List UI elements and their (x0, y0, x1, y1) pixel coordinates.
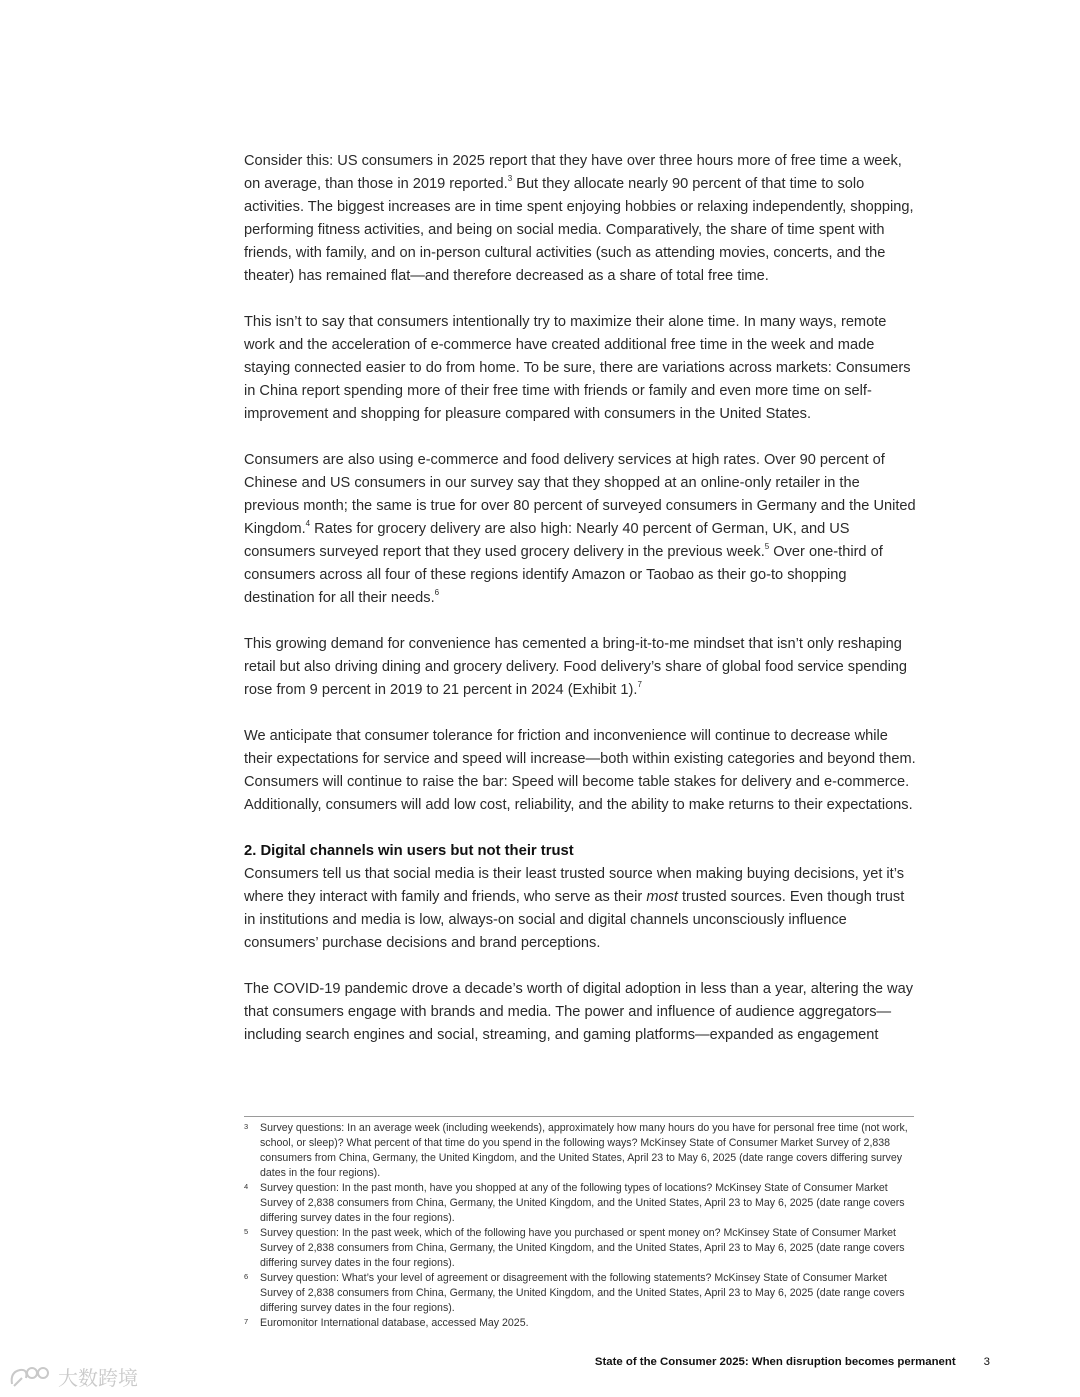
footnote-item (244, 1316, 914, 1331)
watermark (8, 1362, 138, 1391)
footnote-ref-5[interactable]: 5 (764, 542, 770, 552)
footnote-number: 6 (244, 1272, 249, 1281)
watermark-logo-icon (8, 1364, 52, 1390)
paragraph-ecommerce: Consumers are also using e-commerce and food delivery services at high rates. Over 90 percent of Chinese and US consumers in our survey say that they shopped at an online-only retailer in the previous month; the same is true for over 80 percent of surveyed consumers in Germany and the United Kingdom.$^4$ Rates for grocery delivery are also high: Nearly 40 percent of German, UK, and US consumers surveyed report that they used grocery delivery in the previous week.$^5$ Over one-third of consumers across all four of these regions identify Amazon or Taobao as their go-to shopping destination for all their needs.$^6$ (244, 452, 916, 606)
section-heading: 2. Digital channels win users but not their trust (244, 843, 574, 859)
footnote-text: Survey question: In the past week, which of the following have you purchased or spent money on? McKinsey State of Consumer Market Survey of 2,838 consumers from China, Germany, the United Kingdom, and the United States, April 23 to May 6, 2025 (date range covers differing survey dates in the four regions). (260, 1227, 905, 1269)
page-footer (595, 1356, 990, 1368)
paragraph-social-trust: Consumers tell us that social media is their least trusted source when making buying decisions, yet it’s where they interact with family and friends, who serve as their most trusted sources. Even though trust in institutions and media is low, always-on social and digital channels unconsciously influence consumers’ purchase decisions and brand perceptions. (244, 866, 905, 951)
footnote-ref-4[interactable]: 4 (305, 519, 311, 529)
page-number: 3 (983, 1356, 990, 1368)
paragraph-covid-digital: The COVID-19 pandemic drove a decade’s worth of digital adoption in less than a year, altering the way that consumers engage with brands and media. The power and influence of audience aggregators—including search engines and social, streaming, and gaming platforms—expanded as engagement (244, 981, 913, 1043)
footnote-number: 5 (244, 1227, 249, 1236)
footnote-number: 7 (244, 1317, 249, 1326)
footnote-item (244, 1226, 914, 1271)
footnote-item (244, 1181, 914, 1226)
footnote-ref-3[interactable]: 3 (507, 174, 513, 184)
footnote-ref-6[interactable]: 6 (434, 588, 440, 598)
paragraph-free-time: Consider this: US consumers in 2025 report that they have over three hours more of free time a week, on average, than those in 2019 reported.$^3$ But they allocate nearly 90 percent of that time to solo activities. The biggest increases are in time spent enjoying hobbies or relaxing independently, shopping, performing fitness activities, and being on social media. Comparatively, the share of time spent with friends, with family, and on in-person cultural activities (such as attending movies, concerts, and the theater) has remained flat—and therefore decreased as a share of total free time. (244, 153, 914, 284)
paragraph-alone-time: This isn’t to say that consumers intentionally try to maximize their alone time. In many ways, remote work and the acceleration of e-commerce have created additional free time in the week and made staying connected easier to do from home. To be sure, there are variations across markets: Consumers in China report spending more of their free time with friends or family and even more time on self-improvement and shopping for pleasure compared with consumers in the United States. (244, 314, 911, 422)
article-body (244, 150, 916, 1070)
paragraph-convenience: This growing demand for convenience has cemented a bring-it-to-me mindset that isn’t only reshaping retail but also driving dining and grocery delivery. Food delivery’s share of global food service spending rose from 9 percent in 2019 to 21 percent in 2024 (Exhibit 1).$^7$ (244, 636, 908, 698)
footnote-item (244, 1121, 914, 1181)
footnote-text: Survey questions: In an average week (including weekends), approximately how many hours do you have for personal free time (not work, school, or sleep)? What percent of that time do you spend in the following ways? McKinsey State of Consumer Market Survey of 2,838 consumers from China, Germany, the United Kingdom, and the United States, April 23 to May 6, 2025 (date range covers differing survey dates in the four regions). (260, 1122, 908, 1179)
paragraph-friction: We anticipate that consumer tolerance for friction and inconvenience will continue to decrease while their expectations for service and speed will increase—both within existing categories and beyond them. Consumers will continue to raise the bar: Speed will become table stakes for delivery and e-commerce. Additionally, consumers will add low cost, reliability, and the ability to make returns to their expectations. (244, 728, 916, 813)
footnote-number: 4 (244, 1182, 249, 1191)
footnote-text: Survey question: In the past month, have you shopped at any of the following types of locations? McKinsey State of Consumer Market Survey of 2,838 consumers from China, Germany, the United Kingdom, and the United States, April 23 to May 6, 2025 (date range covers differing survey dates in the four regions). (260, 1182, 905, 1224)
footnote-text: Survey question: What’s your level of agreement or disagreement with the following statements? McKinsey State of Consumer Market Survey of 2,838 consumers from China, Germany, the United Kingdom, and the United States, April 23 to May 6, 2025 (date range covers differing survey dates in the four regions). (260, 1272, 905, 1314)
footer-title: State of the Consumer 2025: When disruption becomes permanent (594, 1356, 956, 1368)
footnote-item (244, 1271, 914, 1316)
footnotes (244, 1116, 914, 1331)
footnote-number: 3 (244, 1122, 249, 1131)
footnote-text: Euromonitor International database, accessed May 2025. (260, 1317, 529, 1329)
watermark-text: 大数跨境 (58, 1366, 138, 1390)
footnote-ref-7[interactable]: 7 (637, 680, 642, 690)
